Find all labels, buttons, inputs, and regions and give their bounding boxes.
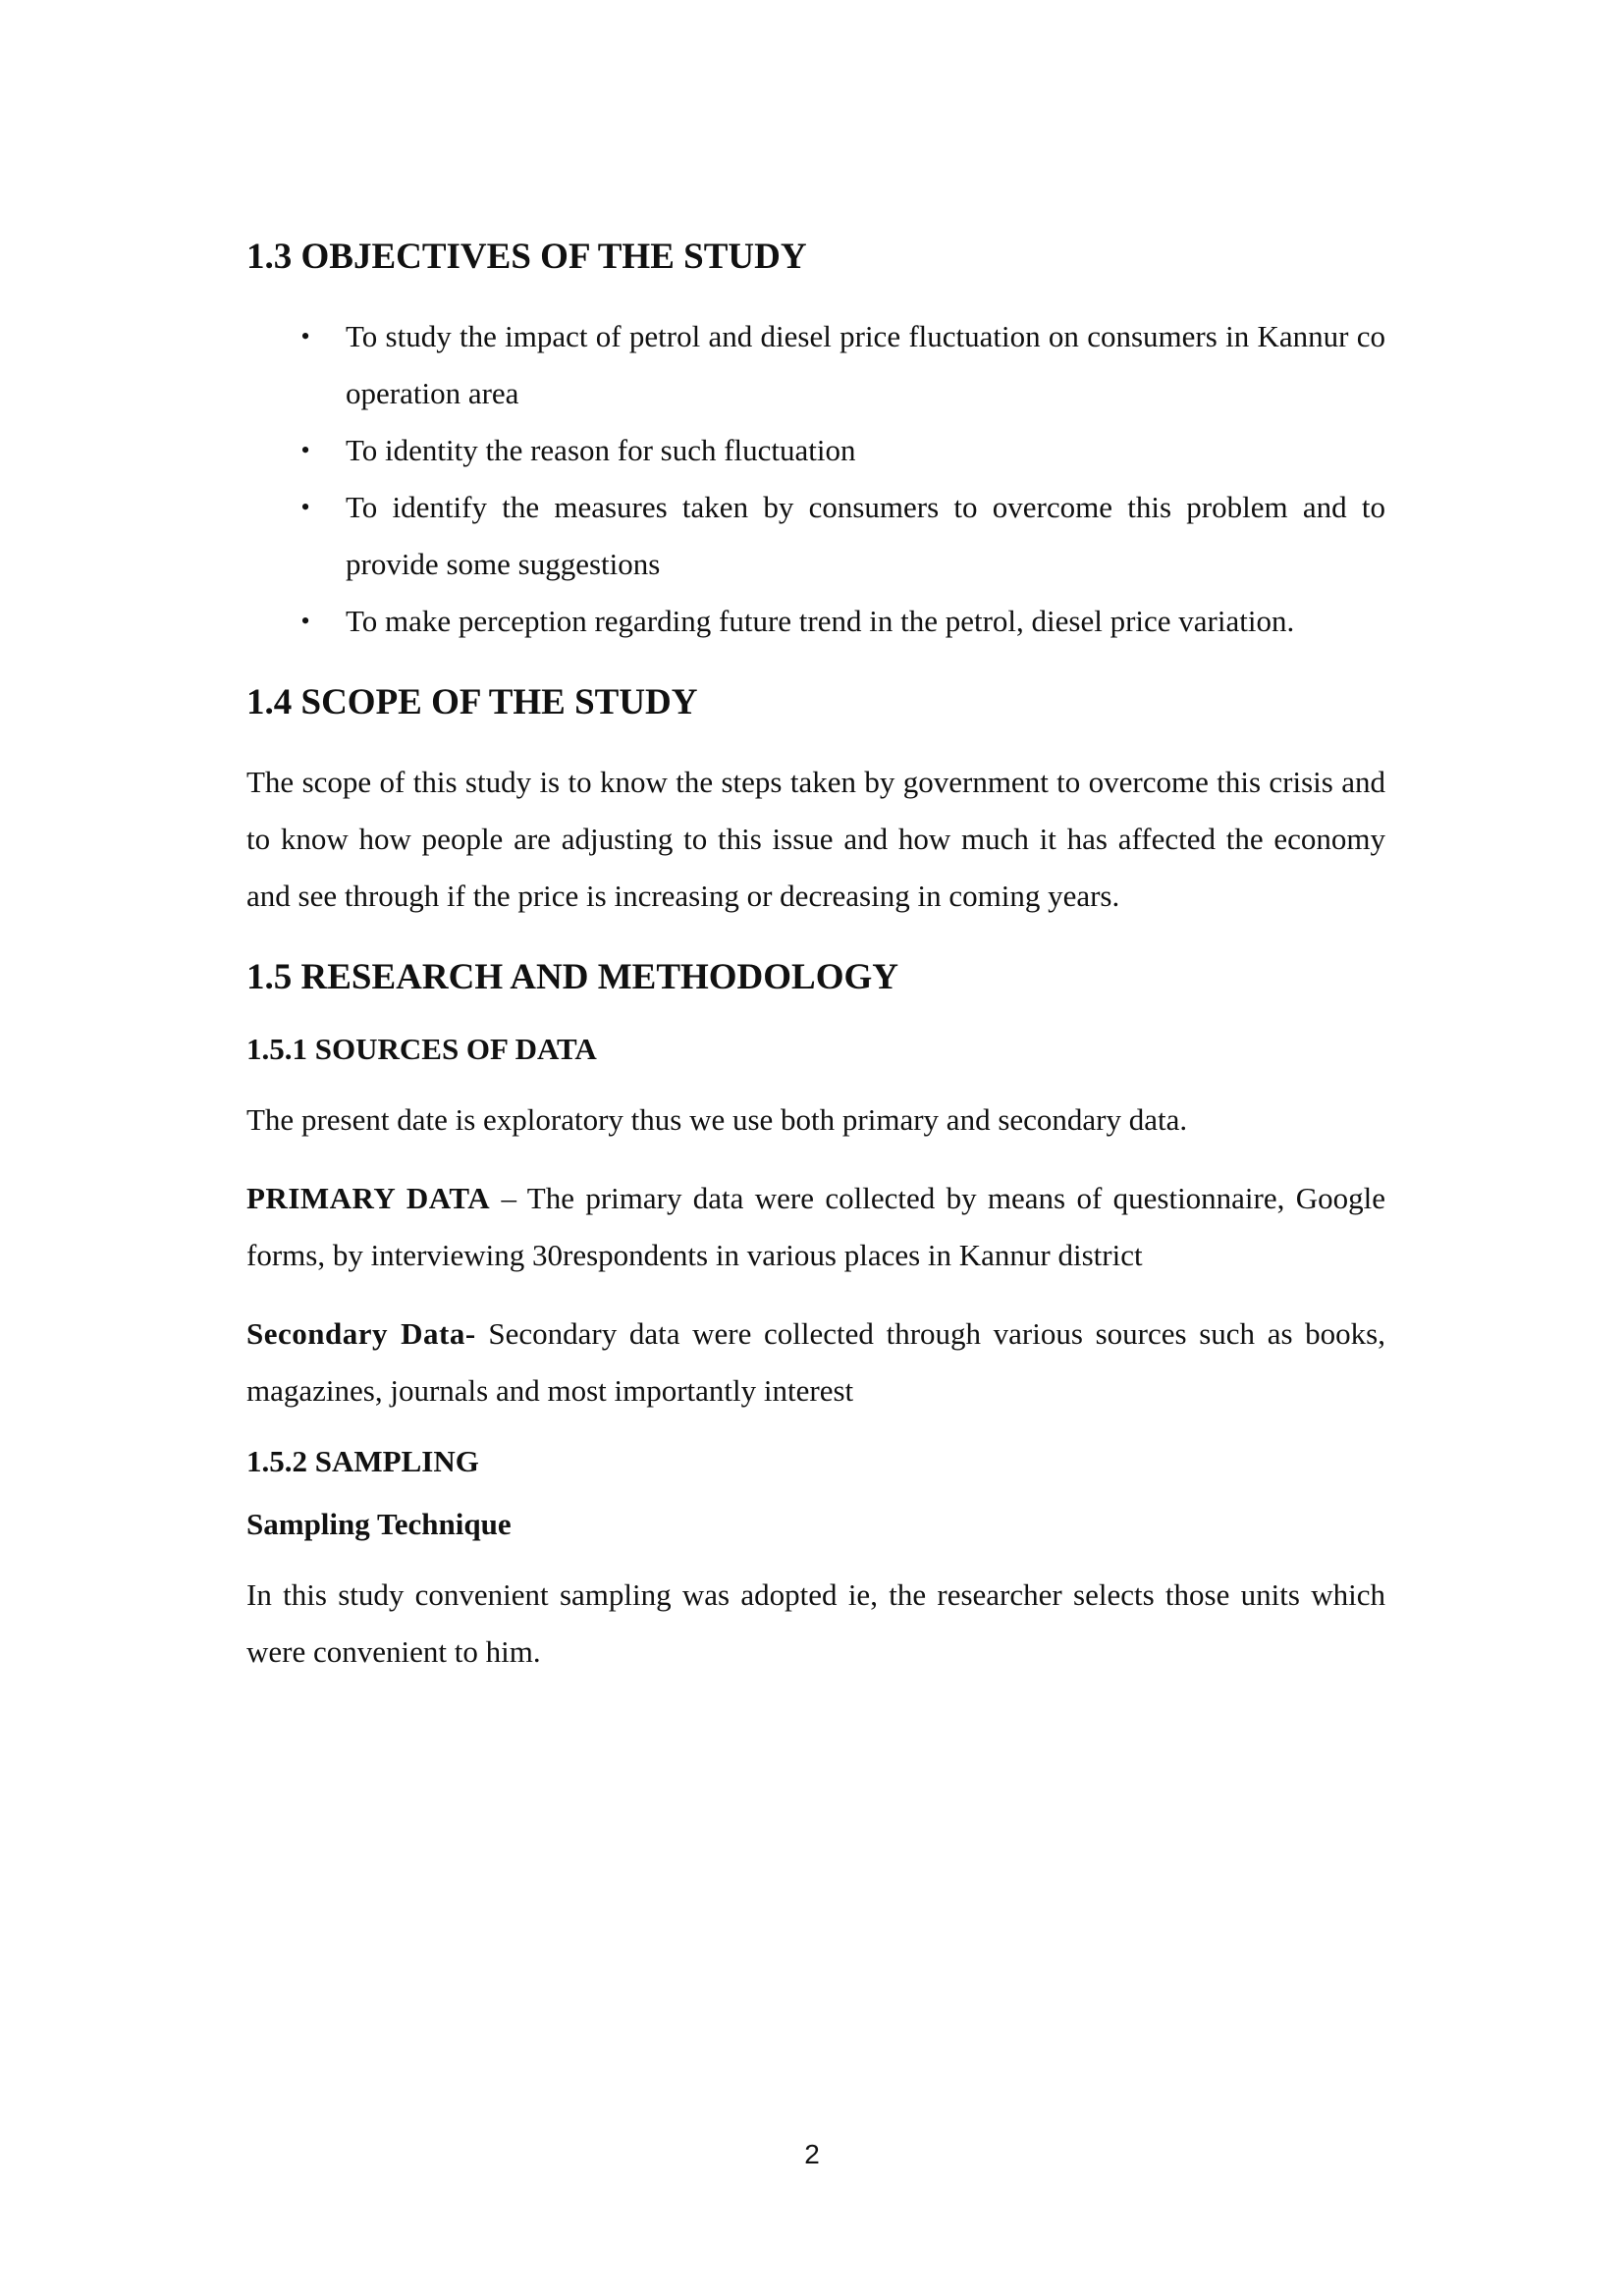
sources-intro-paragraph: The present date is exploratory thus we use both primary and secondary data. [246,1102,1188,1137]
page-number: 2 [804,2139,820,2169]
bullet-icon: • [300,607,310,635]
sampling-heading: 1.5.2 SAMPLING [246,1444,479,1478]
list-item [246,479,1385,593]
sampling-technique-paragraph: In this study convenient sampling was adopted ie, the researcher selects those units which were convenient to him. [246,1577,1385,1669]
sources-of-data-heading: 1.5.1 SOURCES OF DATA [246,1032,597,1066]
objective-text: To identity the reason for such fluctuation [346,433,856,467]
secondary-data-label: Secondary Data- [246,1316,476,1351]
list-item [246,308,1385,422]
objective-text: To study the impact of petrol and diesel price fluctuation on consumers in Kannur co operation area [346,319,1385,410]
scope-paragraph: The scope of this study is to know the steps taken by government to overcome this crisis and to know how people are adjusting to this issue and how much it has affected the economy and see through if the price is increasing or decreasing in coming years. [246,765,1385,913]
secondary-data-text: Secondary data were collected through various sources such as books, magazines, journals and most importantly interest [246,1316,1385,1408]
page-content [246,234,1385,1681]
list-item [246,422,1385,479]
bullet-icon: • [300,322,310,350]
primary-data-label: PRIMARY DATA [246,1181,491,1215]
list-item [246,593,1385,650]
sampling-technique-heading: Sampling Technique [246,1507,512,1541]
objectives-heading: 1.3 OBJECTIVES OF THE STUDY [246,237,807,277]
primary-data-text: – The primary data were collected by means of questionnaire, Google forms, by interviewing 30respondents in various places in Kannur district [246,1181,1385,1272]
objectives-list [246,308,1385,650]
objective-text: To make perception regarding future trend in the petrol, diesel price variation. [346,604,1295,638]
secondary-data-paragraph [246,1306,1385,1419]
primary-data-paragraph [246,1170,1385,1284]
scope-heading: 1.4 SCOPE OF THE STUDY [246,682,698,722]
objective-text: To identify the measures taken by consumers to overcome this problem and to provide some suggestions [346,490,1385,581]
bullet-icon: • [300,493,310,521]
bullet-icon: • [300,436,310,464]
methodology-heading: 1.5 RESEARCH AND METHODOLOGY [246,957,899,997]
